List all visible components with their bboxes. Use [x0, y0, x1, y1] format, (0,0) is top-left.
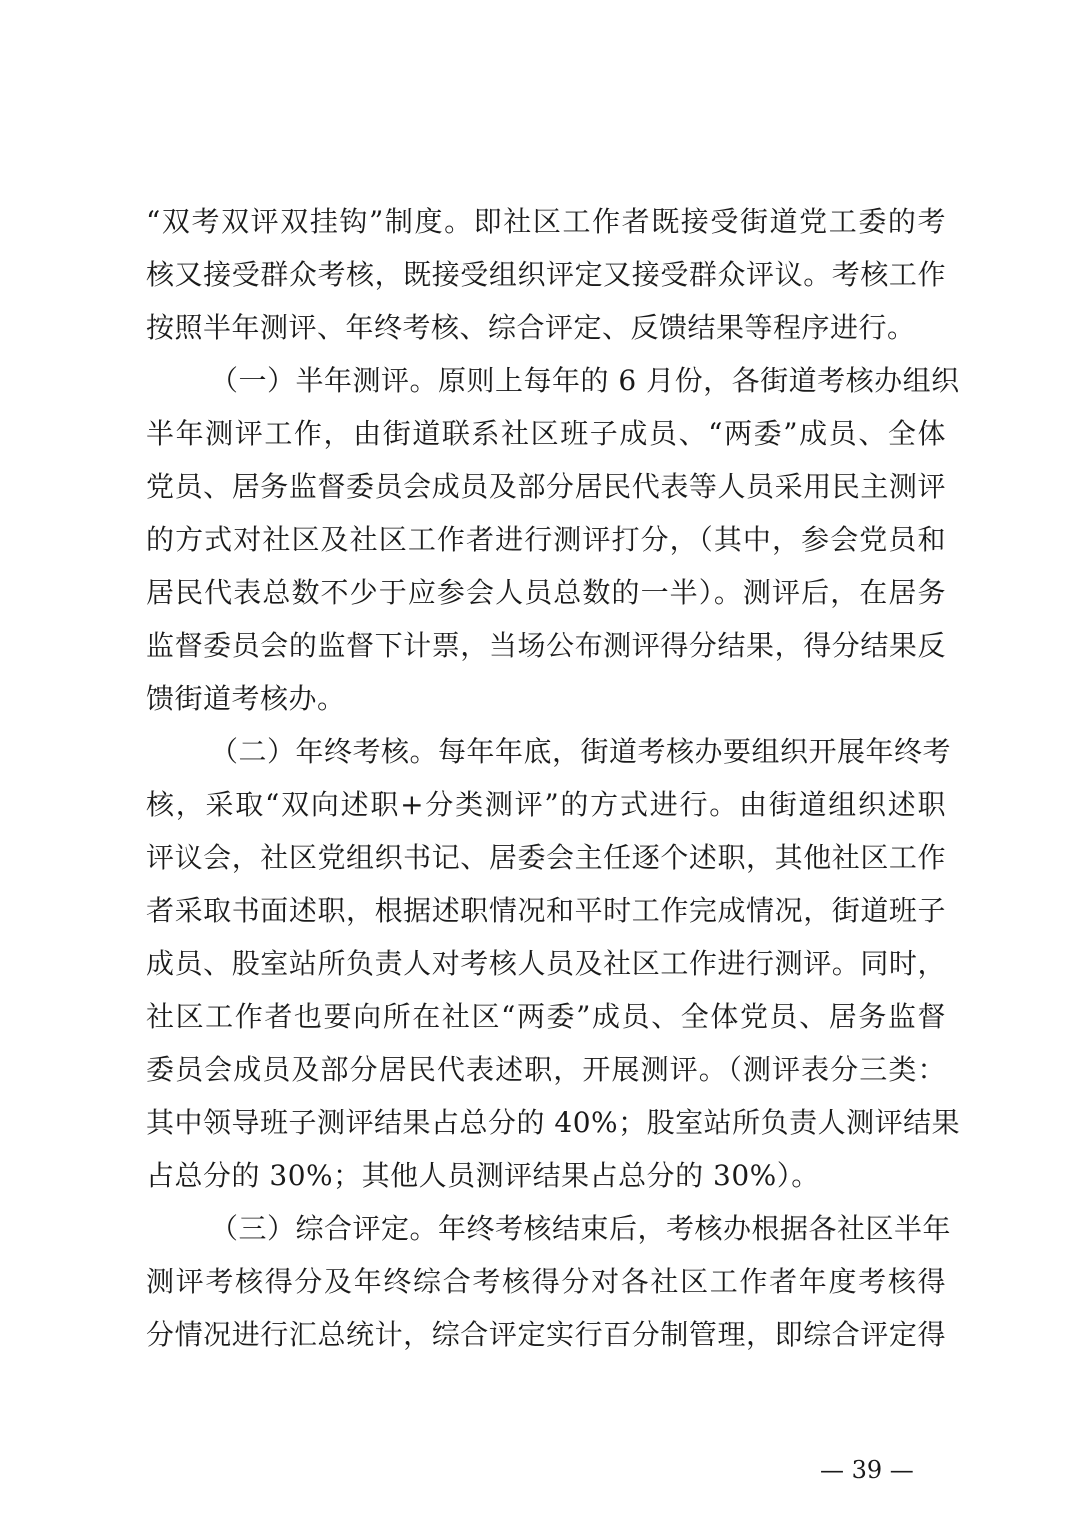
- page-number: — 39 —: [820, 1456, 914, 1484]
- text-line: 分情况进行汇总统计，综合评定实行百分制管理，即综合评定得: [146, 1318, 946, 1351]
- text-line: 的方式对社区及社区工作者进行测评打分，（其中，参会党员和: [146, 523, 946, 556]
- text-line: （三）综合评定。年终考核结束后，考核办根据各社区半年: [210, 1212, 952, 1245]
- text-line: 者采取书面述职，根据述职情况和平时工作完成情况，街道班子: [146, 894, 946, 927]
- text-line: 测评考核得分及年终综合考核得分对各社区工作者年度考核得: [146, 1265, 946, 1298]
- text-line: （一）半年测评。原则上每年的 6 月份，各街道考核办组织: [210, 364, 960, 397]
- text-line: 占总分的 30%；其他人员测评结果占总分的 30%）。: [146, 1159, 820, 1192]
- text-line: 其中领导班子测评结果占总分的 40%；股室站所负责人测评结果: [146, 1106, 961, 1139]
- text-line: 成员、股室站所负责人对考核人员及社区工作进行测评。同时，: [146, 947, 946, 980]
- text-line: 监督委员会的监督下计票，当场公布测评得分结果，得分结果反: [146, 629, 946, 662]
- text-line: 馈街道考核办。: [146, 682, 346, 715]
- text-line: 评议会，社区党组织书记、居委会主任逐个述职，其他社区工作: [146, 841, 946, 874]
- text-line: 半年测评工作，由街道联系社区班子成员、“两委”成员、全体: [146, 417, 946, 450]
- text-line: 核，采取“双向述职+分类测评”的方式进行。由街道组织述职: [146, 788, 946, 821]
- text-line: 社区工作者也要向所在社区“两委”成员、全体党员、居务监督: [146, 1000, 946, 1033]
- text-line: “双考双评双挂钩”制度。即社区工作者既接受街道党工委的考: [146, 205, 946, 238]
- text-line: 按照半年测评、年终考核、综合评定、反馈结果等程序进行。: [146, 311, 916, 344]
- text-line: 居民代表总数不少于应参会人员总数的一半）。测评后，在居务: [146, 576, 946, 609]
- text-line: 党员、居务监督委员会成员及部分居民代表等人员采用民主测评: [146, 470, 946, 503]
- text-line: （二）年终考核。每年年底，街道考核办要组织开展年终考: [210, 735, 952, 768]
- body-text: [146, 195, 961, 1361]
- text-line: 委员会成员及部分居民代表述职，开展测评。（测评表分三类：: [146, 1053, 946, 1086]
- text-line: 核又接受群众考核，既接受组织评定又接受群众评议。考核工作: [146, 258, 946, 291]
